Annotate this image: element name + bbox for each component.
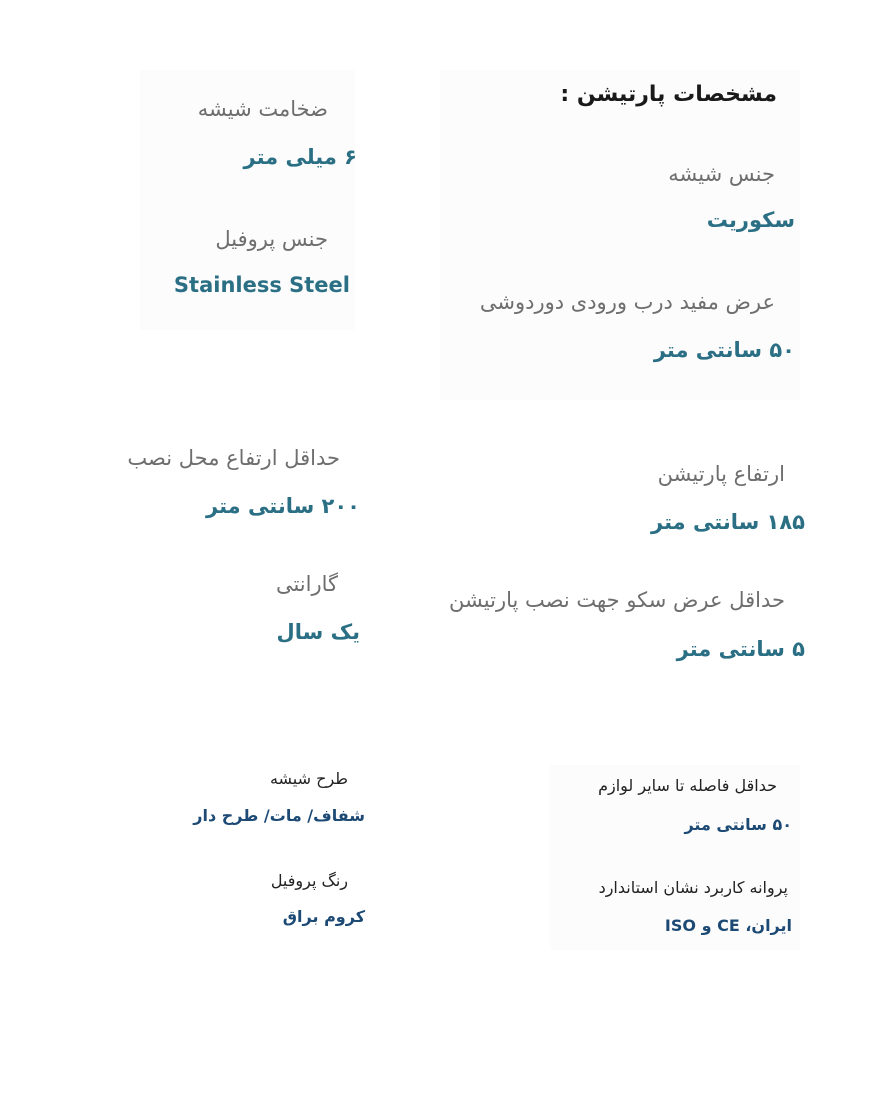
glass-thickness-value: ۶ میلی متر <box>243 145 357 169</box>
min-platform-width-label: حداقل عرض سکو جهت نصب پارتیشن <box>449 588 785 612</box>
glass-thickness-label: ضخامت شیشه <box>197 97 328 121</box>
warranty-label: گارانتی <box>275 572 338 596</box>
profile-material-value: Stainless Steel <box>173 273 350 297</box>
min-platform-width-value: ۵ سانتی متر <box>676 637 805 661</box>
spec-title: مشخصات پارتیشن : <box>560 82 777 107</box>
standard-license-value: ایران، CE و ISO <box>664 916 792 935</box>
profile-color-label: رنگ پروفیل <box>270 871 348 890</box>
standard-license-label: پروانه کاربرد نشان استاندارد <box>598 878 788 897</box>
glass-design-value: شفاف/ مات/ طرح دار <box>193 806 365 825</box>
min-distance-label: حداقل فاصله تا سایر لوازم <box>598 776 777 795</box>
glass-material-value: سکوریت <box>706 208 795 232</box>
min-distance-value: ۵۰ سانتی متر <box>684 815 792 834</box>
partition-height-value: ۱۸۵ سانتی متر <box>651 510 805 534</box>
partition-height-label: ارتفاع پارتیشن <box>657 462 785 486</box>
door-width-label: عرض مفید درب ورودی دوردوشی <box>479 290 775 314</box>
warranty-value: یک سال <box>276 620 360 644</box>
min-install-height-value: ۲۰۰ سانتی متر <box>206 494 360 518</box>
door-width-value: ۵۰ سانتی متر <box>653 338 795 362</box>
min-install-height-label: حداقل ارتفاع محل نصب <box>127 446 340 470</box>
glass-material-label: جنس شیشه <box>668 162 775 186</box>
profile-material-label: جنس پروفیل <box>215 227 328 251</box>
profile-color-value: کروم براق <box>282 907 365 926</box>
glass-design-label: طرح شیشه <box>269 769 348 788</box>
